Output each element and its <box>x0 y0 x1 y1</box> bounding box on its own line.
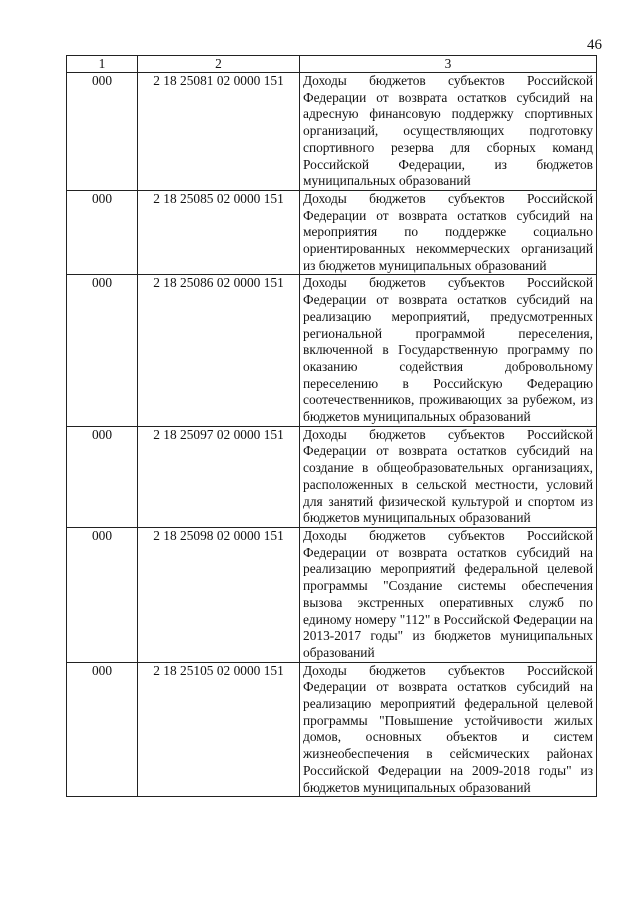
table-header-row <box>67 56 597 73</box>
description-cell: Доходы бюджетов субъектов Российской Федерации от возврата остатков субсидий на адресную финансовую поддержку спортивных организаций, осуществляющих подготовку спортивного резерва для сборных команд Российской Федерации, из бюджетов муниципальных образований <box>300 73 597 191</box>
table-row <box>67 190 597 275</box>
column-header-1: 1 <box>67 56 138 73</box>
kbk-code-cell: 2 18 25097 02 0000 151 <box>138 426 300 527</box>
description-cell: Доходы бюджетов субъектов Российской Федерации от возврата остатков субсидий на реализацию мероприятий федеральной целевой программы "Повышение устойчивости жилых домов, основных объектов и систем жизнеобеспечения в сейсмических районах Российской Федерации на 2009-2018 годы" из бюджетов муниципальных образований <box>300 662 597 797</box>
admin-code-cell: 000 <box>67 73 138 191</box>
admin-code-cell: 000 <box>67 527 138 662</box>
page-number: 46 <box>587 37 602 53</box>
description-cell: Доходы бюджетов субъектов Российской Федерации от возврата остатков субсидий на реализацию мероприятий федеральной целевой программы "Создание системы обеспечения вызова экстренных оперативных служб по единому номеру "112" в Российской Федерации на 2013-2017 годы" из бюджетов муниципальных образований <box>300 527 597 662</box>
admin-code-cell: 000 <box>67 662 138 797</box>
description-cell: Доходы бюджетов субъектов Российской Федерации от возврата остатков субсидий на реализацию мероприятий, предусмотренных региональной программой переселения, включенной в Государственную программу по оказанию содействия добровольному переселению в Российскую Федерацию соотечественников, проживающих за рубежом, из бюджетов муниципальных образований <box>300 275 597 426</box>
description-cell: Доходы бюджетов субъектов Российской Федерации от возврата остатков субсидий на создание в общеобразовательных организациях, расположенных в сельской местности, условий для занятий физической культурой и спортом из бюджетов муниципальных образований <box>300 426 597 527</box>
table-row <box>67 275 597 426</box>
table-row <box>67 73 597 191</box>
table-row <box>67 527 597 662</box>
kbk-code-cell: 2 18 25098 02 0000 151 <box>138 527 300 662</box>
table-row <box>67 662 597 797</box>
budget-revenue-table <box>66 55 597 797</box>
admin-code-cell: 000 <box>67 275 138 426</box>
table-row <box>67 426 597 527</box>
kbk-code-cell: 2 18 25086 02 0000 151 <box>138 275 300 426</box>
column-header-2: 2 <box>138 56 300 73</box>
column-header-3: 3 <box>300 56 597 73</box>
kbk-code-cell: 2 18 25081 02 0000 151 <box>138 73 300 191</box>
kbk-code-cell: 2 18 25085 02 0000 151 <box>138 190 300 275</box>
admin-code-cell: 000 <box>67 426 138 527</box>
admin-code-cell: 000 <box>67 190 138 275</box>
kbk-code-cell: 2 18 25105 02 0000 151 <box>138 662 300 797</box>
description-cell: Доходы бюджетов субъектов Российской Федерации от возврата остатков субсидий на мероприятия по поддержке социально ориентированных некоммерческих организаций из бюджетов муниципальных образований <box>300 190 597 275</box>
